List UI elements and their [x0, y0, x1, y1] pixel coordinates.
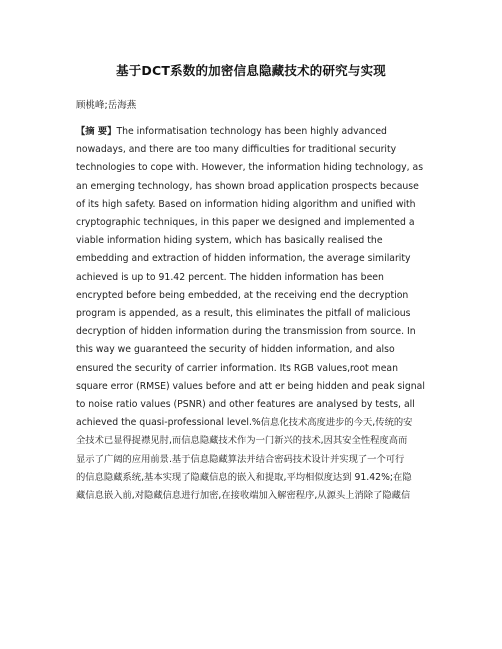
abstract-line: an emerging technology, has shown broad application prospects because — [76, 180, 419, 192]
abstract-line: decryption of hidden information during the transmission from source. In — [76, 326, 416, 338]
abstract-line: technologies to cope with. However, the information hiding technology, as — [76, 162, 424, 174]
abstract-line: program is appended, as a result, this eliminates the pitfall of malicious — [76, 308, 411, 320]
abstract-line: cryptographic techniques, in this paper we designed and implemented a — [76, 217, 415, 229]
abstract-line: of its high safety. Based on information hiding algorithm and unified with — [76, 198, 416, 210]
abstract-line: ensured the security of carrier information. Its RGB values,root mean — [76, 362, 399, 374]
paper-title: 基于DCT系数的加密信息隐藏技术的研究与实现 — [116, 63, 386, 78]
abstract-label: 【摘 要】 — [76, 126, 117, 137]
abstract-line: 的信息隐藏系统,基本实现了隐藏信息的嵌入和提取,平均相似度达到 91.42%;在隐 — [76, 471, 412, 483]
abstract-line: 藏信息嵌入前,对隐藏信息进行加密,在接收端加入解密程序,从源头上消除了隐藏信 — [76, 490, 411, 502]
paper-authors: 顾桃峰;岳海燕 — [76, 100, 137, 111]
abstract-line: embedding and extraction of hidden information, the average similarity — [76, 253, 411, 265]
abstract-line: 【摘 要】The informatisation technology has been highly advanced — [76, 126, 387, 137]
abstract-line: this way we guaranteed the security of hidden information, and also — [76, 344, 395, 356]
abstract-line: nowadays, and there are too many difficulties for traditional security — [76, 144, 397, 156]
abstract-line: achieved the quasi-professional level.%信息化技术高度进步的今天,传统的安 — [76, 417, 413, 429]
abstract-line: to noise ratio values (PSNR) and other features are analysed by tests, all — [76, 399, 415, 411]
abstract-line: square error (RMSE) values before and att er being hidden and peak signal — [76, 380, 425, 392]
abstract-line: encrypted before being embedded, at the receiving end the decryption — [76, 289, 409, 301]
abstract-line: 全技术已显得捉襟见肘,而信息隐藏技术作为一门新兴的技术,因其安全性程度高而 — [76, 435, 408, 447]
abstract-line: 显示了广阔的应用前景.基于信息隐藏算法并结合密码技术设计并实现了一个可行 — [76, 453, 405, 465]
abstract-block — [76, 123, 428, 505]
abstract-line: viable information hiding system, which has basically realised the — [76, 235, 383, 247]
abstract-line: achieved is up to 91.42 percent. The hidden information has been — [76, 271, 384, 283]
